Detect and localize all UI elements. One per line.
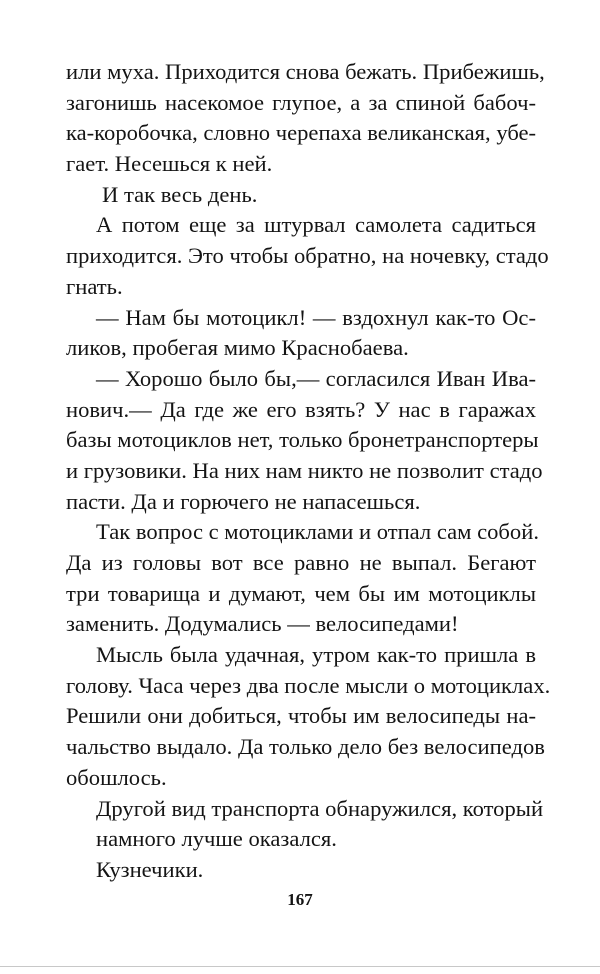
text-line: Так вопрос с мотоциклами и отпал сам собой. [96, 519, 539, 545]
text-line: нович.— Да где же его взять? У нас в гаражах [66, 396, 536, 422]
text-line: И так весь день. [102, 181, 258, 207]
text-line: чальство выдало. Да только дело без велосипедов [66, 734, 545, 760]
text-line: гнать. [66, 273, 123, 299]
page-bottom-edge [0, 966, 600, 967]
text-line: А потом еще за штурвал самолета садиться [96, 212, 536, 238]
text-line: и грузовики. На них нам никто не позволит стадо [66, 457, 543, 483]
body-text [66, 57, 551, 886]
text-line: намного лучше оказался. [96, 826, 337, 852]
text-line: Да из головы вот все равно не выпал. Бегают [66, 550, 536, 575]
text-line: голову. Часа через два после мысли о мотоциклах. [66, 672, 551, 698]
text-line: Мысль была удачная, утром как-то пришла в [96, 642, 536, 668]
text-line: ка-коробочка, словно черепаха великанская, убе- [66, 120, 537, 146]
text-line: гает. Несешься к ней. [66, 151, 273, 177]
text-line: — Нам бы мотоцикл! — вздохнул как-то Ос- [96, 304, 536, 330]
text-line: Другой вид транспорта обнаружился, который [96, 795, 544, 821]
text-line: загонишь насекомое глупое, а за спиной бабоч- [66, 89, 536, 115]
text-line: заменить. Додумались — велосипедами! [66, 611, 459, 637]
text-line: пасти. Да и горючего не напасешься. [66, 488, 421, 514]
text-line: Решили они добиться, чтобы им велосипеды на- [66, 703, 536, 729]
text-line: Кузнечики. [96, 856, 204, 882]
page-number: 167 [287, 890, 313, 909]
text-line: ликов, пробегая мимо Краснобаева. [66, 335, 409, 361]
text-line: базы мотоциклов нет, только бронетранспортеры [66, 427, 539, 453]
text-line: — Хорошо было бы,— согласился Иван Ива- [96, 365, 536, 391]
text-line: три товарища и думают, чем бы им мотоциклы [66, 580, 536, 606]
text-line: или муха. Приходится снова бежать. Прибежишь, [66, 59, 545, 84]
text-line: приходится. Это чтобы обратно, на ночевку, стадо [66, 243, 549, 269]
text-line: обошлось. [66, 764, 167, 790]
